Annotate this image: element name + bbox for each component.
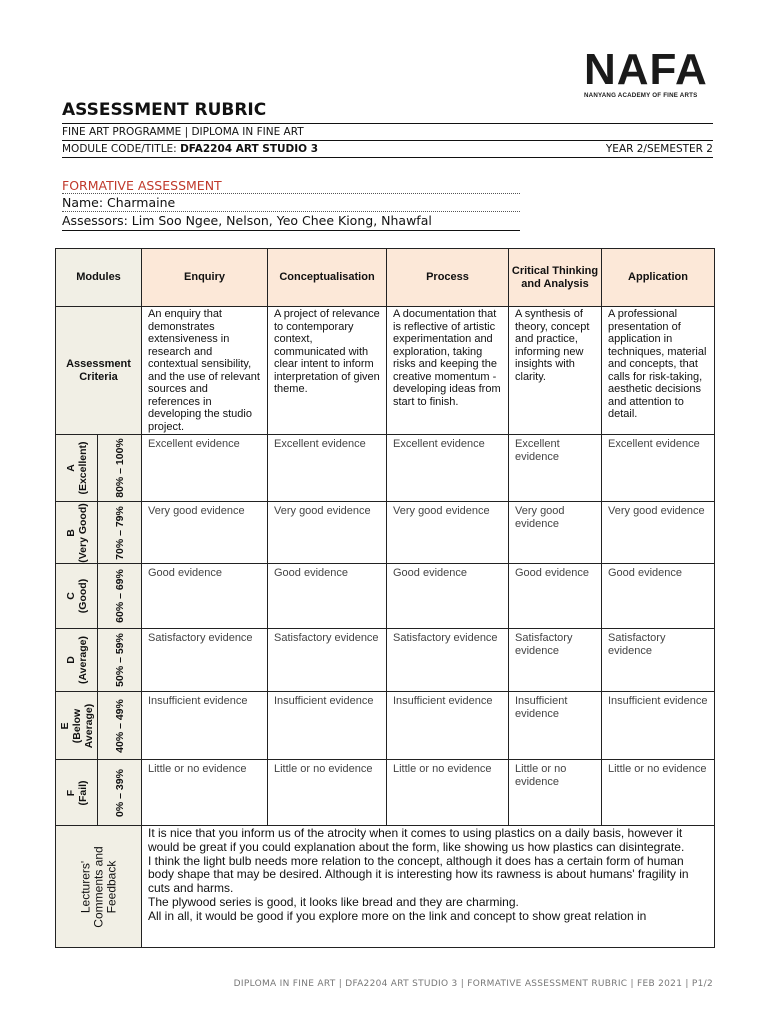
lecturer-feedback	[142, 826, 715, 948]
evidence-cell: Little or no evidence	[142, 760, 268, 826]
logo-wordmark: NAFA	[584, 45, 708, 94]
grade-label: C (Good)	[64, 578, 89, 614]
criteria-critical-thinking: A synthesis of theory, concept and practice, informing new insights with clarity.	[509, 307, 602, 435]
page-title: ASSESSMENT RUBRIC	[62, 100, 267, 120]
grade-letter-cell	[56, 760, 98, 826]
evidence-cell: Little or no evidence	[509, 760, 602, 826]
divider	[62, 123, 713, 124]
grade-range: 80% – 100%	[113, 438, 126, 498]
grade-row-b	[56, 502, 715, 564]
evidence-cell: Insufficient evidence	[602, 692, 715, 760]
grade-range: 70% – 79%	[113, 505, 126, 560]
evidence-cell: Very good evidence	[602, 502, 715, 564]
grade-label: D (Average)	[64, 635, 89, 685]
modules-header: Modules	[56, 249, 142, 307]
evidence-cell: Excellent evidence	[509, 435, 602, 502]
criteria-enquiry: An enquiry that demonstrates extensiveness in research and contextual sensibility, and the use of relevant sources and references in developing the studio project.	[142, 307, 268, 435]
evidence-cell: Excellent evidence	[602, 435, 715, 502]
feedback-paragraph: I think the light bulb needs more relation to the concept, although it does has a certain form of human body shape that may be desired. Although it is interesting how its rawness is about humans' fragility in cuts and harms.	[148, 853, 689, 896]
feedback-label-cell	[56, 826, 142, 948]
evidence-cell: Very good evidence	[387, 502, 509, 564]
grade-row-a	[56, 435, 715, 502]
divider	[62, 211, 520, 212]
evidence-cell: Little or no evidence	[268, 760, 387, 826]
evidence-cell: Excellent evidence	[387, 435, 509, 502]
evidence-cell: Satisfactory evidence	[142, 629, 268, 692]
feedback-row	[56, 826, 715, 948]
assessors: Assessors: Lim Soo Ngee, Nelson, Yeo Chee Kiong, Nhawfal	[62, 213, 432, 228]
grade-letter-cell	[56, 435, 98, 502]
grade-range-cell	[98, 692, 142, 760]
feedback-paragraph: All in all, it would be good if you explore more on the link and concept to show great relation in	[148, 908, 647, 923]
year-semester: YEAR 2/SEMESTER 2	[605, 143, 713, 155]
student-name: Name: Charmaine	[62, 195, 176, 210]
evidence-cell: Good evidence	[387, 564, 509, 629]
grade-range: 50% – 59%	[113, 633, 126, 687]
evidence-cell: Little or no evidence	[387, 760, 509, 826]
evidence-cell: Satisfactory evidence	[387, 629, 509, 692]
divider	[62, 157, 713, 158]
criteria-conceptualisation: A project of relevance to contemporary context, communicated with clear intent to inform interpretation of given theme.	[268, 307, 387, 435]
evidence-cell: Excellent evidence	[268, 435, 387, 502]
table-header-row	[56, 249, 715, 307]
evidence-cell: Good evidence	[268, 564, 387, 629]
evidence-cell: Satisfactory evidence	[268, 629, 387, 692]
evidence-cell: Insufficient evidence	[509, 692, 602, 760]
col-header-application: Application	[602, 249, 715, 307]
evidence-cell: Satisfactory evidence	[602, 629, 715, 692]
feedback-paragraph: It is nice that you inform us of the atrocity when it comes to using plastics on a daily basis, however it would be great if you could explanation about the form, like showing us how plastics can disintegrate.	[148, 826, 685, 854]
criteria-application: A professional presentation of application in techniques, material and concepts, that calls for risk-taking, aesthetic decisions and attention to detail.	[602, 307, 715, 435]
rubric-table	[55, 248, 715, 948]
evidence-cell: Good evidence	[509, 564, 602, 629]
logo-subtitle: NANYANG ACADEMY OF FINE ARTS	[584, 92, 698, 99]
grade-range-cell	[98, 760, 142, 826]
grade-range-cell	[98, 502, 142, 564]
grade-row-d	[56, 629, 715, 692]
evidence-cell: Good evidence	[602, 564, 715, 629]
col-header-process: Process	[387, 249, 509, 307]
criteria-label: Assessment Criteria	[56, 307, 142, 435]
module-line	[62, 143, 318, 155]
grade-letter-cell	[56, 692, 98, 760]
grade-label: F (Fail)	[64, 779, 89, 806]
grade-row-c	[56, 564, 715, 629]
page-footer: DIPLOMA IN FINE ART | DFA2204 ART STUDIO 3 | FORMATIVE ASSESSMENT RUBRIC | FEB 2021 | P1/2	[233, 979, 713, 989]
grade-range: 0% – 39%	[113, 768, 126, 817]
feedback-paragraph: The plywood series is good, it looks like bread and they are charming.	[148, 894, 519, 909]
grade-label: B (Very Good)	[64, 502, 89, 563]
grade-range: 40% – 49%	[113, 698, 126, 753]
evidence-cell: Good evidence	[142, 564, 268, 629]
grade-range-cell	[98, 435, 142, 502]
evidence-cell: Excellent evidence	[142, 435, 268, 502]
evidence-cell: Satisfactory evidence	[509, 629, 602, 692]
module-value: DFA2204 ART STUDIO 3	[180, 143, 319, 155]
evidence-cell: Insufficient evidence	[268, 692, 387, 760]
assessment-type: FORMATIVE ASSESSMENT	[62, 178, 222, 193]
module-label: MODULE CODE/TITLE:	[62, 143, 181, 155]
grade-range-cell	[98, 629, 142, 692]
grade-row-f	[56, 760, 715, 826]
divider	[62, 140, 713, 141]
divider	[62, 230, 520, 231]
evidence-cell: Insufficient evidence	[387, 692, 509, 760]
evidence-cell: Very good evidence	[509, 502, 602, 564]
grade-letter-cell	[56, 629, 98, 692]
programme-line: FINE ART PROGRAMME | DIPLOMA IN FINE ART	[62, 126, 304, 138]
evidence-cell: Little or no evidence	[602, 760, 715, 826]
nafa-logo	[584, 45, 714, 99]
col-header-critical-thinking: Critical Thinking and Analysis	[509, 249, 602, 307]
col-header-enquiry: Enquiry	[142, 249, 268, 307]
col-header-conceptualisation: Conceptualisation	[268, 249, 387, 307]
grade-range-cell	[98, 564, 142, 629]
grade-row-e	[56, 692, 715, 760]
grade-letter-cell	[56, 564, 98, 629]
evidence-cell: Very good evidence	[142, 502, 268, 564]
grade-label: A (Excellent)	[64, 441, 89, 495]
divider	[62, 193, 520, 194]
grade-label: E (Below Average)	[58, 703, 95, 748]
evidence-cell: Very good evidence	[268, 502, 387, 564]
criteria-row	[56, 307, 715, 435]
grade-letter-cell	[56, 502, 98, 564]
evidence-cell: Insufficient evidence	[142, 692, 268, 760]
grade-range: 60% – 69%	[113, 569, 126, 623]
feedback-label: Lecturers' Comments and Feedback	[78, 845, 118, 928]
criteria-process: A documentation that is reflective of artistic experimentation and exploration, taking risks and keeping the creative momentum - developing ideas from start to finish.	[387, 307, 509, 435]
